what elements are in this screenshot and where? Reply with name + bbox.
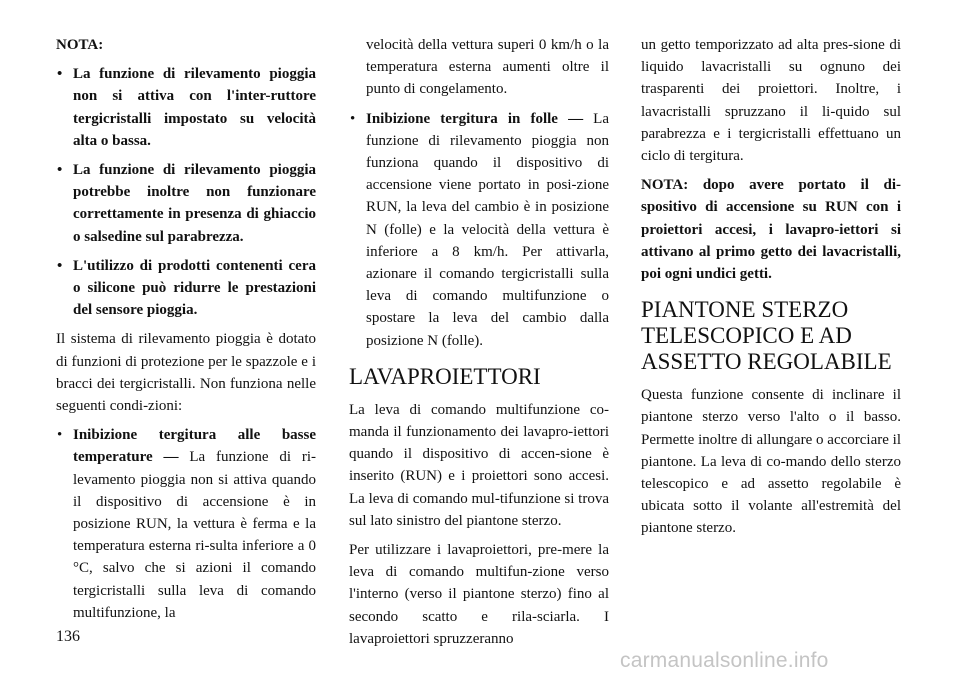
- condition-list: [349, 108, 609, 352]
- page-number: 136: [56, 628, 80, 645]
- section-heading: LAVAPROIETTORI: [349, 363, 541, 389]
- heading-line: ASSETTO REGOLABILE: [641, 349, 892, 375]
- body-paragraph: Il sistema di rilevamento pioggia è dotato di funzioni di protezione per le spazzole e i bracci dei tergicristalli. Non funziona nelle seguenti condi-zioni:: [56, 331, 316, 415]
- column-right: [641, 34, 901, 547]
- continued-text: un getto temporizzato ad alta pres-sione di liquido lavacristalli su ognuno dei trasparenti dei proiettori. Inoltre, i lavacristalli spruzzano il li-quido sul parabrezza e i tergicristalli effettuano un ciclo di tergitura.: [641, 37, 901, 165]
- condition-item: [56, 424, 316, 624]
- column-middle: [349, 34, 609, 657]
- condition-text: La funzione di rilevamento pioggia non funziona quando il dispositivo di accensione viene portato in posi-zione RUN, la leva del cambio è in posizione N (folle) e la velocità della vettura è inferiore a 8 km/h. Per attivarla, azionare il comando tergicristalli sulla leva di comando multifunzione o spostare la leva del cambio dalla posizione N (folle).: [366, 110, 610, 349]
- section-heading: [641, 297, 901, 375]
- bullet-item: • La funzione di rilevamento pioggia non si attiva con l'inter-ruttore tergicristalli impostato su velocità alta o bassa.: [56, 63, 316, 152]
- heading-line: PIANTONE STERZO: [641, 297, 849, 323]
- condition-title: Inibizione tergitura alle basse temperature —: [73, 427, 316, 466]
- condition-title: Inibizione tergitura in folle —: [366, 110, 584, 127]
- watermark: carmanualsonline.info: [620, 649, 829, 672]
- continued-text: velocità della vettura superi 0 km/h o la temperatura esterna aumenti oltre il punto di congelamento.: [366, 37, 609, 98]
- heading-line: TELESCOPICO E AD: [641, 323, 852, 349]
- nota-bullet-list: [56, 63, 316, 321]
- nota-paragraph: NOTA: dopo avere portato il di-spositivo di accensione su RUN con i proiettori accesi, i lavapro-iettori si attivano al primo getto dei lavacristalli, poi ogni undici getti.: [641, 177, 901, 283]
- body-paragraph: Per utilizzare i lavaproiettori, pre-mere la leva di comando multifun-zione verso l'interno (verso il piantone sterzo) fino al secondo scatto e rila-sciarla. I lavaproiettori spruzzeranno: [349, 542, 609, 647]
- condition-list: [56, 424, 316, 624]
- condition-text: La funzione di ri-levamento pioggia non si attiva quando il dispositivo di accensione è in posizione RUN, la vettura è ferma e la temperatura esterna ri-sulta inferiore a 0 °C, salvo che si azioni il comando tergicristalli sulla leva di comando multifunzione, la: [73, 449, 317, 621]
- condition-item: [349, 108, 609, 352]
- nota-label: NOTA:: [56, 37, 104, 53]
- body-paragraph: La leva di comando multifunzione co-manda il funzionamento dei lavapro-iettori quando il dispositivo di accen-sione è inserito (RUN) e i proiettori sono accesi. La leva di comando mul-tifunzione si trova sul lato sinistro del piantone sterzo.: [349, 401, 609, 529]
- bullet-item: • L'utilizzo di prodotti contenenti cera o silicone può ridurre le prestazioni del sensore pioggia.: [56, 255, 316, 322]
- column-left: [56, 34, 316, 631]
- bullet-item: • La funzione di rilevamento pioggia potrebbe inoltre non funzionare correttamente in presenza di ghiaccio o salsedine sul parabrezza.: [56, 159, 316, 248]
- body-paragraph: Questa funzione consente di inclinare il piantone sterzo verso l'alto o il basso. Permette inoltre di allungare o accorciare il piantone. La leva di co-mando dello sterzo telescopico e ad assetto regolabile è ubicata sotto il volante all'estremità del piantone sterzo.: [641, 387, 901, 537]
